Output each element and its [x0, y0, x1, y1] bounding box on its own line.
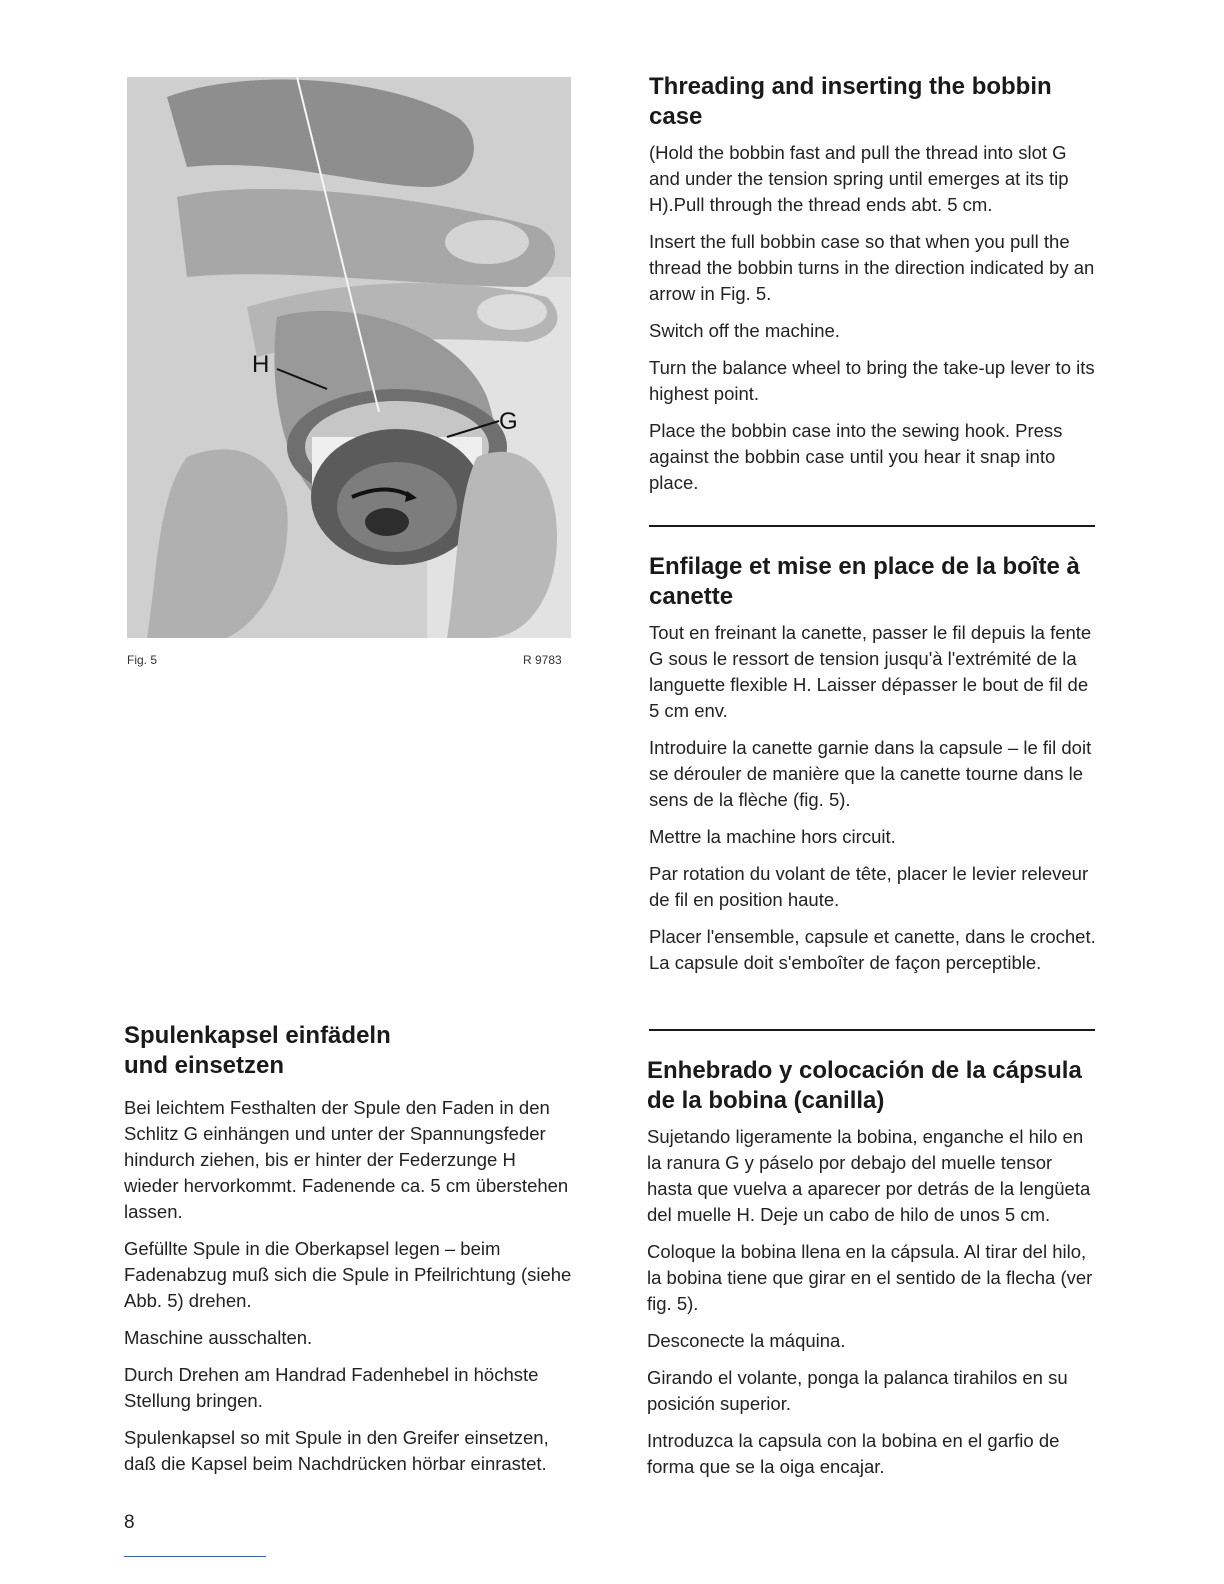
- french-paragraph: Mettre la machine hors circuit.: [649, 826, 896, 847]
- page-number: 8: [124, 1512, 135, 1533]
- spanish-paragraph: Girando el volante, ponga la palanca tirahilos en su posición superior.: [647, 1367, 1068, 1414]
- section-divider: [649, 525, 1095, 527]
- figure-caption: Fig. 5: [127, 653, 158, 667]
- spanish-heading: Enhebrado y colocación de la cápsula de la bobina (canilla): [647, 1057, 1082, 1114]
- german-paragraph: Gefüllte Spule in die Oberkapsel legen – beim Fadenabzug muß sich die Spule in Pfeilrichtung (siehe Abb. 5) drehen.: [124, 1238, 572, 1311]
- french-paragraph: Placer l'ensemble, capsule et canette, dans le crochet. La capsule doit s'emboîter de façon perceptible.: [649, 926, 1096, 973]
- spanish-paragraph: Coloque la bobina llena en la cápsula. Al tirar del hilo, la bobina tiene que girar en el sentido de la flecha (ver fig. 5).: [647, 1241, 1093, 1314]
- label-h: H: [252, 351, 270, 378]
- french-section: [649, 552, 1097, 987]
- spanish-paragraph: Sujetando ligeramente la bobina, enganche el hilo en la ranura G y páselo por debajo del muelle tensor hasta que vuelva a aparecer por detrás de la lengüeta del muelle H. Deje un cabo de hilo de unos 5 cm.: [647, 1126, 1091, 1225]
- french-paragraph: Introduire la canette garnie dans la capsule – le fil doit se dérouler de manière que la canette tourne dans le sens de la flèche (fig. 5).: [649, 737, 1092, 810]
- french-paragraph: Tout en freinant la canette, passer le fil depuis la fente G sous le ressort de tension jusqu'à l'extrémité de la languette flexible H. Laisser dépasser le bout de fil de 5 cm env.: [649, 622, 1092, 721]
- label-g: G: [499, 408, 518, 435]
- german-heading: [124, 1021, 572, 1081]
- english-paragraph: Place the bobbin case into the sewing hook. Press against the bobbin case until you hear it snap into place.: [649, 420, 1063, 493]
- french-paragraph: Par rotation du volant de tête, placer le levier releveur de fil en position haute.: [649, 863, 1089, 910]
- german-heading-line2: und einsetzen: [124, 1052, 285, 1079]
- german-paragraph: Maschine ausschalten.: [124, 1327, 313, 1348]
- english-paragraph: (Hold the bobbin fast and pull the thread into slot G and under the tension spring until emerges at its tip H).Pull through the thread ends abt. 5 cm.: [649, 142, 1069, 215]
- german-heading-line1: Spulenkapsel einfädeln: [124, 1022, 391, 1049]
- german-paragraph: Spulenkapsel so mit Spule in den Greifer einsetzen, daß die Kapsel beim Nachdrücken hörbar einrastet.: [124, 1427, 549, 1474]
- figure-5-photo: [127, 77, 571, 638]
- figure-reference: R 9783: [523, 653, 562, 667]
- spanish-paragraph: Desconecte la máquina.: [647, 1330, 846, 1351]
- spanish-paragraph: Introduzca la capsula con la bobina en el garfio de forma que se la oiga encajar.: [647, 1430, 1060, 1477]
- english-paragraph: Turn the balance wheel to bring the take-up lever to its highest point.: [649, 357, 1095, 404]
- english-section: [649, 72, 1097, 507]
- german-paragraph: Bei leichtem Festhalten der Spule den Faden in den Schlitz G einhängen und unter der Spannungsfeder hindurch ziehen, bis er hinter der Federzunge H wieder hervorkommt. Fadenende ca. 5 cm überstehen lassen.: [124, 1097, 569, 1222]
- bobbin-case-illustration: [127, 77, 571, 638]
- english-paragraph: Switch off the machine.: [649, 320, 840, 341]
- german-section: [124, 1021, 572, 1488]
- english-paragraph: Insert the full bobbin case so that when you pull the thread the bobbin turns in the direction indicated by an arrow in Fig. 5.: [649, 231, 1095, 304]
- spanish-section: [647, 1056, 1097, 1491]
- english-heading: Threading and inserting the bobbin case: [649, 73, 1052, 130]
- french-heading: Enfilage et mise en place de la boîte à canette: [649, 553, 1080, 610]
- footer-line: [124, 1556, 266, 1557]
- section-divider: [649, 1029, 1095, 1031]
- german-paragraph: Durch Drehen am Handrad Fadenhebel in höchste Stellung bringen.: [124, 1364, 539, 1411]
